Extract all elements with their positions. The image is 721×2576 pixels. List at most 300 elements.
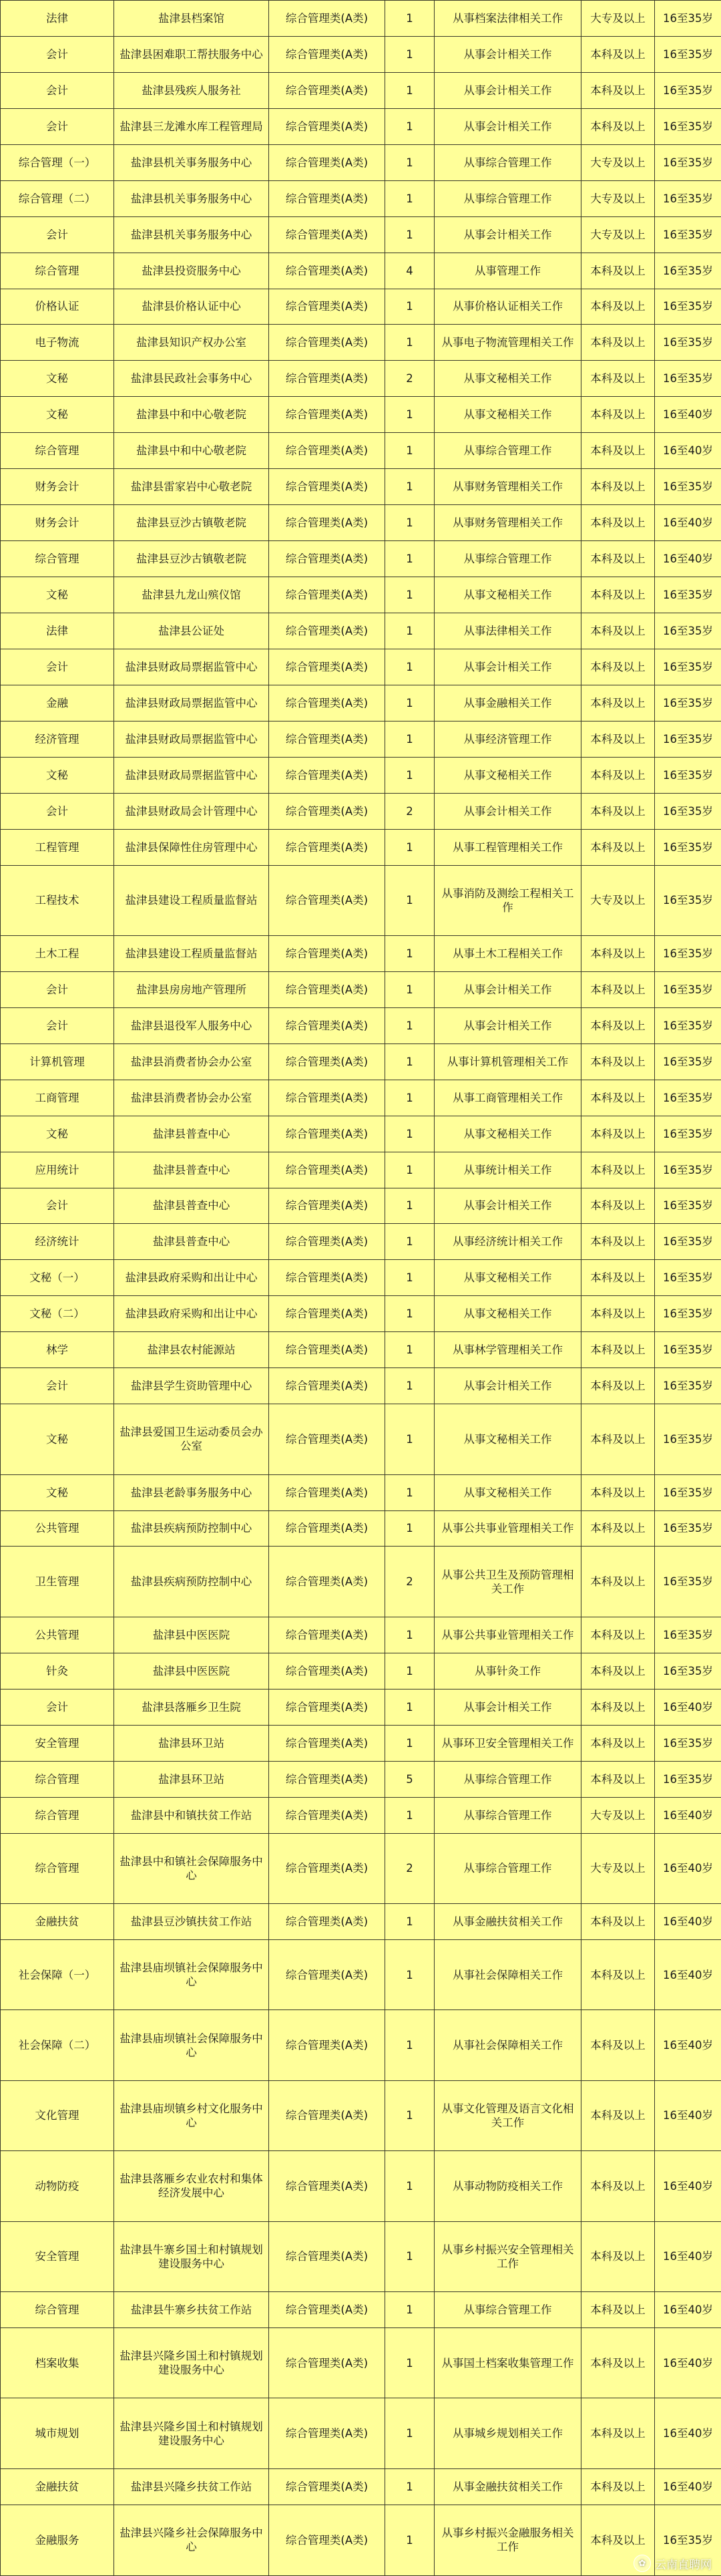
cell-position-category: 综合管理类(A类) [269,289,385,325]
cell-job-description: 从事工程管理相关工作 [435,829,581,865]
cell-employer-unit: 盐津县财政局票据监管中心 [114,649,269,685]
cell-position-category: 综合管理类(A类) [269,685,385,721]
cell-job-description: 从事会计相关工作 [435,649,581,685]
cell-employer-unit: 盐津县财政局票据监管中心 [114,721,269,757]
table-row [1,649,721,685]
cell-position-category: 综合管理类(A类) [269,1224,385,1260]
cell-education-requirement: 大专及以上 [581,216,655,253]
cell-job-description: 从事会计相关工作 [435,108,581,144]
cell-position-name: 工程技术 [1,865,114,935]
cell-headcount: 1 [385,1,435,37]
table-row [1,253,721,289]
cell-position-category: 综合管理类(A类) [269,1547,385,1617]
table-row [1,1474,721,1510]
cell-headcount: 1 [385,289,435,325]
cell-position-name: 公共管理 [1,1617,114,1653]
cell-job-description: 从事法律相关工作 [435,613,581,649]
cell-age-requirement: 16至35岁 [655,1653,721,1689]
cell-age-requirement: 16至35岁 [655,649,721,685]
cell-position-name: 综合管理 [1,253,114,289]
cell-position-name: 会计 [1,971,114,1007]
cell-age-requirement: 16至40岁 [655,2468,721,2505]
cell-position-category: 综合管理类(A类) [269,2328,385,2398]
table-row [1,1080,721,1116]
table-row [1,2505,721,2575]
cell-headcount: 1 [385,721,435,757]
cell-age-requirement: 16至40岁 [655,1903,721,1939]
cell-headcount: 1 [385,2221,435,2291]
cell-position-category: 综合管理类(A类) [269,1296,385,1332]
table-row [1,971,721,1007]
table-row [1,1368,721,1404]
cell-position-name: 土木工程 [1,935,114,971]
cell-employer-unit: 盐津县中医医院 [114,1653,269,1689]
cell-age-requirement: 16至40岁 [655,2010,721,2080]
cell-headcount: 1 [385,829,435,865]
cell-age-requirement: 16至35岁 [655,1152,721,1188]
cell-job-description: 从事环卫安全管理相关工作 [435,1725,581,1761]
cell-employer-unit: 盐津县疾病预防控制中心 [114,1547,269,1617]
cell-age-requirement: 16至40岁 [655,2398,721,2468]
cell-education-requirement: 本科及以上 [581,433,655,469]
cell-education-requirement: 本科及以上 [581,971,655,1007]
cell-employer-unit: 盐津县兴隆乡扶贫工作站 [114,2468,269,2505]
cell-job-description: 从事消防及测绘工程相关工作 [435,865,581,935]
cell-education-requirement: 本科及以上 [581,1332,655,1368]
cell-education-requirement: 本科及以上 [581,1510,655,1547]
cell-employer-unit: 盐津县爱国卫生运动委员会办公室 [114,1404,269,1474]
cell-job-description: 从事国土档案收集管理工作 [435,2328,581,2398]
cell-job-description: 从事公共事业管理相关工作 [435,1617,581,1653]
cell-age-requirement: 16至35岁 [655,1510,721,1547]
cell-headcount: 1 [385,1296,435,1332]
cell-position-category: 综合管理类(A类) [269,2468,385,2505]
cell-job-description: 从事公共卫生及预防管理相关工作 [435,1547,581,1617]
cell-employer-unit: 盐津县机关事务服务中心 [114,180,269,216]
cell-position-category: 综合管理类(A类) [269,108,385,144]
cell-job-description: 从事会计相关工作 [435,793,581,829]
cell-education-requirement: 本科及以上 [581,397,655,433]
cell-employer-unit: 盐津县落雁乡农业农村和集体经济发展中心 [114,2151,269,2221]
cell-age-requirement: 16至40岁 [655,2151,721,2221]
cell-employer-unit: 盐津县兴隆乡社会保障服务中心 [114,2505,269,2575]
cell-age-requirement: 16至40岁 [655,2328,721,2398]
cell-headcount: 1 [385,1188,435,1224]
cell-job-description: 从事电子物流管理相关工作 [435,325,581,361]
cell-age-requirement: 16至35岁 [655,1043,721,1080]
cell-employer-unit: 盐津县中和中心敬老院 [114,433,269,469]
cell-headcount: 1 [385,144,435,180]
cell-headcount: 1 [385,1653,435,1689]
cell-position-name: 社会保障（一） [1,1939,114,2009]
cell-job-description: 从事会计相关工作 [435,1368,581,1404]
cell-education-requirement: 本科及以上 [581,2151,655,2221]
cell-job-description: 从事会计相关工作 [435,216,581,253]
cell-employer-unit: 盐津县公证处 [114,613,269,649]
table-row [1,180,721,216]
cell-job-description: 从事综合管理工作 [435,1833,581,1903]
cell-position-category: 综合管理类(A类) [269,1653,385,1689]
cell-job-description: 从事社会保障相关工作 [435,1939,581,2009]
cell-age-requirement: 16至40岁 [655,2080,721,2150]
cell-age-requirement: 16至40岁 [655,433,721,469]
cell-headcount: 1 [385,2398,435,2468]
cell-position-name: 文秘 [1,361,114,397]
cell-age-requirement: 16至35岁 [655,253,721,289]
cell-employer-unit: 盐津县困难职工帮扶服务中心 [114,36,269,72]
cell-job-description: 从事文秘相关工作 [435,1116,581,1152]
cell-education-requirement: 本科及以上 [581,1260,655,1296]
cell-position-category: 综合管理类(A类) [269,1833,385,1903]
cell-job-description: 从事文秘相关工作 [435,757,581,793]
table-row [1,1,721,37]
table-row [1,1007,721,1043]
cell-position-name: 工商管理 [1,1080,114,1116]
cell-headcount: 1 [385,971,435,1007]
cell-position-category: 综合管理类(A类) [269,793,385,829]
cell-employer-unit: 盐津县建设工程质量监督站 [114,935,269,971]
cell-age-requirement: 16至35岁 [655,1547,721,1617]
cell-position-name: 安全管理 [1,1725,114,1761]
cell-job-description: 从事会计相关工作 [435,971,581,1007]
cell-position-name: 综合管理 [1,2292,114,2328]
cell-job-description: 从事工商管理相关工作 [435,1080,581,1116]
cell-position-category: 综合管理类(A类) [269,1474,385,1510]
cell-age-requirement: 16至35岁 [655,1116,721,1152]
cell-position-category: 综合管理类(A类) [269,1797,385,1833]
cell-education-requirement: 本科及以上 [581,721,655,757]
cell-position-name: 会计 [1,1368,114,1404]
cell-age-requirement: 16至35岁 [655,180,721,216]
table-row [1,1224,721,1260]
table-row [1,2080,721,2150]
cell-position-category: 综合管理类(A类) [269,1,385,37]
cell-age-requirement: 16至35岁 [655,935,721,971]
cell-age-requirement: 16至40岁 [655,397,721,433]
cell-headcount: 1 [385,541,435,577]
cell-job-description: 从事统计相关工作 [435,1152,581,1188]
cell-position-name: 会计 [1,1007,114,1043]
cell-headcount: 2 [385,1547,435,1617]
cell-position-name: 公共管理 [1,1510,114,1547]
cell-employer-unit: 盐津县普查中心 [114,1152,269,1188]
cell-job-description: 从事综合管理工作 [435,2292,581,2328]
cell-job-description: 从事综合管理工作 [435,433,581,469]
cell-age-requirement: 16至35岁 [655,2505,721,2575]
cell-position-name: 金融扶贫 [1,2468,114,2505]
cell-education-requirement: 本科及以上 [581,469,655,505]
cell-employer-unit: 盐津县财政局票据监管中心 [114,757,269,793]
cell-position-category: 综合管理类(A类) [269,541,385,577]
table-row [1,505,721,541]
cell-employer-unit: 盐津县中和中心敬老院 [114,397,269,433]
cell-employer-unit: 盐津县知识产权办公室 [114,325,269,361]
cell-headcount: 4 [385,253,435,289]
cell-position-name: 文秘 [1,397,114,433]
cell-position-category: 综合管理类(A类) [269,2505,385,2575]
cell-position-name: 法律 [1,613,114,649]
cell-position-category: 综合管理类(A类) [269,253,385,289]
cell-age-requirement: 16至35岁 [655,144,721,180]
table-row [1,1689,721,1725]
cell-age-requirement: 16至40岁 [655,505,721,541]
cell-position-name: 会计 [1,793,114,829]
cell-age-requirement: 16至35岁 [655,1,721,37]
cell-position-name: 会计 [1,1188,114,1224]
table-row [1,325,721,361]
cell-position-category: 综合管理类(A类) [269,1689,385,1725]
watermark-text: 云南直聘网 [655,2558,712,2572]
cell-headcount: 1 [385,1116,435,1152]
cell-employer-unit: 盐津县政府采购和出让中心 [114,1296,269,1332]
cell-age-requirement: 16至35岁 [655,757,721,793]
cell-job-description: 从事会计相关工作 [435,72,581,108]
cell-job-description: 从事文秘相关工作 [435,1296,581,1332]
table-row [1,2221,721,2291]
cell-headcount: 1 [385,1797,435,1833]
cell-position-category: 综合管理类(A类) [269,721,385,757]
cell-position-name: 文秘 [1,1404,114,1474]
cell-job-description: 从事文秘相关工作 [435,397,581,433]
cell-position-category: 综合管理类(A类) [269,397,385,433]
cell-headcount: 1 [385,180,435,216]
table-row [1,541,721,577]
cell-age-requirement: 16至35岁 [655,1080,721,1116]
cell-education-requirement: 大专及以上 [581,144,655,180]
cell-employer-unit: 盐津县档案馆 [114,1,269,37]
cell-age-requirement: 16至35岁 [655,685,721,721]
table-row [1,2468,721,2505]
cell-position-name: 综合管理 [1,1833,114,1903]
table-row [1,1617,721,1653]
table-row [1,2151,721,2221]
cell-position-category: 综合管理类(A类) [269,2398,385,2468]
cell-job-description: 从事文化管理及语言文化相关工作 [435,2080,581,2150]
cell-position-name: 林学 [1,1332,114,1368]
cell-employer-unit: 盐津县落雁乡卫生院 [114,1689,269,1725]
cell-job-description: 从事综合管理工作 [435,180,581,216]
cell-position-category: 综合管理类(A类) [269,1939,385,2009]
cell-employer-unit: 盐津县保障性住房管理中心 [114,829,269,865]
cell-position-name: 金融 [1,685,114,721]
cell-job-description: 从事档案法律相关工作 [435,1,581,37]
cell-position-category: 综合管理类(A类) [269,469,385,505]
cell-age-requirement: 16至40岁 [655,1689,721,1725]
cell-position-category: 综合管理类(A类) [269,971,385,1007]
cell-headcount: 1 [385,505,435,541]
cell-employer-unit: 盐津县建设工程质量监督站 [114,865,269,935]
cell-position-category: 综合管理类(A类) [269,1007,385,1043]
table-row [1,935,721,971]
table-row [1,108,721,144]
table-row [1,1152,721,1188]
cell-position-name: 计算机管理 [1,1043,114,1080]
cell-education-requirement: 本科及以上 [581,829,655,865]
cell-employer-unit: 盐津县豆沙古镇敬老院 [114,505,269,541]
cell-employer-unit: 盐津县政府采购和出让中心 [114,1260,269,1296]
cell-position-name: 文秘 [1,1116,114,1152]
cell-employer-unit: 盐津县兴隆乡国土和村镇规划建设服务中心 [114,2398,269,2468]
cell-headcount: 1 [385,433,435,469]
cell-job-description: 从事价格认证相关工作 [435,289,581,325]
cell-education-requirement: 本科及以上 [581,1725,655,1761]
table-row [1,1188,721,1224]
cell-education-requirement: 本科及以上 [581,613,655,649]
cell-position-category: 综合管理类(A类) [269,1116,385,1152]
cell-position-name: 文化管理 [1,2080,114,2150]
cell-employer-unit: 盐津县投资服务中心 [114,253,269,289]
table-row [1,1833,721,1903]
cell-age-requirement: 16至35岁 [655,1224,721,1260]
cell-employer-unit: 盐津县庙坝镇社会保障服务中心 [114,2010,269,2080]
cell-age-requirement: 16至35岁 [655,829,721,865]
cell-education-requirement: 本科及以上 [581,1903,655,1939]
cell-age-requirement: 16至35岁 [655,721,721,757]
cell-headcount: 1 [385,2151,435,2221]
cell-age-requirement: 16至35岁 [655,1368,721,1404]
table-row [1,1296,721,1332]
cell-age-requirement: 16至35岁 [655,793,721,829]
table-row [1,1903,721,1939]
cell-headcount: 2 [385,793,435,829]
cell-job-description: 从事财务管理相关工作 [435,469,581,505]
cell-position-name: 会计 [1,649,114,685]
cell-position-category: 综合管理类(A类) [269,144,385,180]
cell-age-requirement: 16至35岁 [655,1474,721,1510]
cell-headcount: 1 [385,1474,435,1510]
cell-position-name: 会计 [1,108,114,144]
cell-position-category: 综合管理类(A类) [269,505,385,541]
cell-headcount: 1 [385,865,435,935]
table-row [1,1939,721,2009]
cell-education-requirement: 本科及以上 [581,1617,655,1653]
table-row [1,289,721,325]
cell-position-name: 社会保障（二） [1,2010,114,2080]
cell-position-category: 综合管理类(A类) [269,1368,385,1404]
cell-headcount: 5 [385,1761,435,1797]
cell-position-category: 综合管理类(A类) [269,1404,385,1474]
cell-education-requirement: 本科及以上 [581,72,655,108]
cell-education-requirement: 本科及以上 [581,361,655,397]
table-row [1,1547,721,1617]
cell-position-name: 财务会计 [1,469,114,505]
cell-employer-unit: 盐津县中医医院 [114,1617,269,1653]
cell-position-name: 文秘 [1,1474,114,1510]
cell-headcount: 1 [385,2328,435,2398]
cell-job-description: 从事乡村振兴安全管理相关工作 [435,2221,581,2291]
table-row [1,2292,721,2328]
table-row [1,433,721,469]
cell-headcount: 1 [385,613,435,649]
cell-employer-unit: 盐津县价格认证中心 [114,289,269,325]
cell-education-requirement: 本科及以上 [581,1653,655,1689]
cell-employer-unit: 盐津县农村能源站 [114,1332,269,1368]
cell-headcount: 1 [385,2292,435,2328]
cell-employer-unit: 盐津县豆沙古镇敬老院 [114,541,269,577]
cell-job-description: 从事会计相关工作 [435,1188,581,1224]
cell-position-category: 综合管理类(A类) [269,1152,385,1188]
cell-job-description: 从事财务管理相关工作 [435,505,581,541]
table-row [1,72,721,108]
cell-job-description: 从事动物防疫相关工作 [435,2151,581,2221]
cell-employer-unit: 盐津县中和镇扶贫工作站 [114,1797,269,1833]
cell-education-requirement: 本科及以上 [581,1689,655,1725]
cell-education-requirement: 本科及以上 [581,1296,655,1332]
cell-education-requirement: 本科及以上 [581,36,655,72]
cell-headcount: 1 [385,1617,435,1653]
cell-age-requirement: 16至35岁 [655,1761,721,1797]
cell-job-description: 从事社会保障相关工作 [435,2010,581,2080]
cell-job-description: 从事管理工作 [435,253,581,289]
cell-position-category: 综合管理类(A类) [269,649,385,685]
cell-headcount: 1 [385,36,435,72]
cell-position-name: 电子物流 [1,325,114,361]
cell-education-requirement: 大专及以上 [581,1,655,37]
cell-position-category: 综合管理类(A类) [269,2292,385,2328]
cell-education-requirement: 本科及以上 [581,1547,655,1617]
cell-education-requirement: 本科及以上 [581,1939,655,2009]
cell-position-name: 文秘 [1,577,114,613]
cell-headcount: 1 [385,685,435,721]
cell-education-requirement: 本科及以上 [581,325,655,361]
table-row [1,1116,721,1152]
cell-position-category: 综合管理类(A类) [269,865,385,935]
cell-position-category: 综合管理类(A类) [269,2151,385,2221]
cell-education-requirement: 本科及以上 [581,577,655,613]
table-row [1,577,721,613]
cell-position-name: 法律 [1,1,114,37]
cell-headcount: 1 [385,1260,435,1296]
cell-position-name: 综合管理 [1,1761,114,1797]
cell-education-requirement: 本科及以上 [581,2292,655,2328]
cell-age-requirement: 16至35岁 [655,865,721,935]
cell-headcount: 1 [385,1152,435,1188]
cell-education-requirement: 本科及以上 [581,1474,655,1510]
cell-age-requirement: 16至35岁 [655,1725,721,1761]
cell-age-requirement: 16至35岁 [655,1404,721,1474]
cell-employer-unit: 盐津县环卫站 [114,1761,269,1797]
cell-job-description: 从事会计相关工作 [435,1007,581,1043]
cell-employer-unit: 盐津县消费者协会办公室 [114,1043,269,1080]
cell-position-name: 动物防疫 [1,2151,114,2221]
cell-age-requirement: 16至35岁 [655,216,721,253]
cell-position-category: 综合管理类(A类) [269,1332,385,1368]
cell-position-name: 针灸 [1,1653,114,1689]
cell-education-requirement: 本科及以上 [581,289,655,325]
cell-job-description: 从事针灸工作 [435,1653,581,1689]
cell-position-name: 卫生管理 [1,1547,114,1617]
cell-position-category: 综合管理类(A类) [269,1043,385,1080]
cell-job-description: 从事综合管理工作 [435,541,581,577]
cell-headcount: 1 [385,108,435,144]
cell-headcount: 1 [385,1224,435,1260]
cell-age-requirement: 16至35岁 [655,361,721,397]
cell-education-requirement: 本科及以上 [581,253,655,289]
cell-position-name: 会计 [1,72,114,108]
cell-education-requirement: 本科及以上 [581,649,655,685]
table-row [1,829,721,865]
cell-position-name: 金融服务 [1,2505,114,2575]
cell-employer-unit: 盐津县房房地产管理所 [114,971,269,1007]
cell-employer-unit: 盐津县牛寨乡国土和村镇规划建设服务中心 [114,2221,269,2291]
cell-age-requirement: 16至40岁 [655,1833,721,1903]
cell-position-name: 综合管理 [1,1797,114,1833]
cell-age-requirement: 16至35岁 [655,1617,721,1653]
cell-headcount: 1 [385,577,435,613]
cell-headcount: 1 [385,1007,435,1043]
cell-headcount: 1 [385,649,435,685]
cell-headcount: 2 [385,361,435,397]
